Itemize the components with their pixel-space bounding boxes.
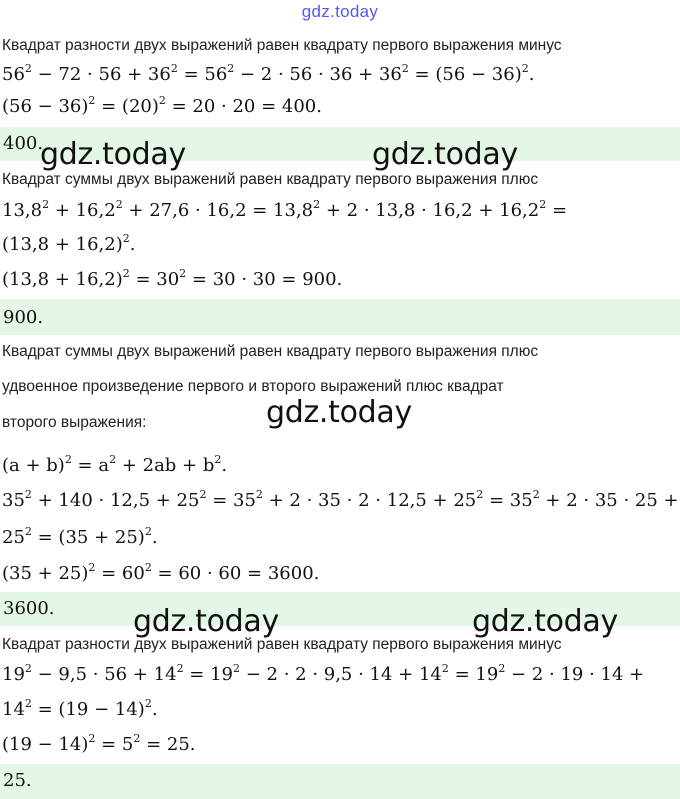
rule-text: второго выражения:	[2, 414, 147, 431]
rule-text: Квадрат разности двух выражений равен квадрату первого выражения минус	[2, 636, 562, 653]
math-line: $19^2 - 9,5 \cdot 56 + 14^2 = 19^2 - 2 \cdot 2 \cdot 9,5 \cdot 14 + 14^2 = 19^2 - 2 \cdot 19 \cdot 14$ +	[2, 662, 645, 685]
watermark: gdz.today	[472, 604, 618, 639]
math-line: $25^2 = (35 + 25)^2$.	[2, 525, 158, 548]
watermark: gdz.today	[372, 137, 518, 172]
math-line: $13,8^2 + 16,2^2 + 27,6 \cdot 16,2 = 13,8^2 + 2 \cdot 13,8 \cdot 16,2 + 16,2^2$ =	[2, 198, 568, 221]
rule-text: Квадрат суммы двух выражений равен квадрату первого выражения плюс	[2, 343, 539, 360]
math-line: $(a + b)^2 = a^2 + 2ab + b^2$.	[2, 453, 228, 476]
answer-band	[0, 764, 680, 799]
watermark: gdz.today	[40, 137, 186, 172]
rule-text: Квадрат разности двух выражений равен квадрату первого выражения минус	[2, 37, 562, 54]
math-line: $(56 - 36)^2 = (20)^2 = 20 \cdot 20 = 400$.	[2, 94, 322, 117]
math-line: $(13,8 + 16,2)^2 = 30^2 = 30 \cdot 30 = 900$.	[2, 267, 343, 290]
math-line: $(19 - 14)^2 = 5^2 = 25$.	[2, 732, 196, 755]
math-line: $35^2 + 140 \cdot 12,5 + 25^2 = 35^2 + 2 \cdot 35 \cdot 2 \cdot 12,5 + 25^2 = 35^2 + 2 \cdot 35 \cdot 25$ +	[2, 488, 679, 511]
math-line: $(35 + 25)^2 = 60^2 = 60 \cdot 60 = 3600$.	[2, 561, 320, 584]
header-watermark: gdz.today	[301, 2, 379, 21]
watermark: gdz.today	[266, 395, 412, 430]
rule-text: Квадрат суммы двух выражений равен квадрату первого выражения плюс	[2, 171, 539, 188]
rule-text: удвоенное произведение первого и второго выражений плюс квадрат	[2, 378, 504, 395]
math-line: $14^2 = (19 - 14)^2$.	[2, 697, 158, 720]
watermark: gdz.today	[133, 604, 279, 639]
answer: 25.	[3, 770, 32, 791]
math-line: $56^2 - 72 \cdot 56 + 36^2 = 56^2 - 2 \cdot 56 \cdot 36 + 36^2 = (56 - 36)^2$.	[2, 62, 535, 85]
answer-band	[0, 299, 680, 335]
answer: 400.	[3, 133, 44, 154]
answer: 3600.	[3, 598, 55, 619]
answer: 900.	[3, 307, 44, 328]
math-line: $(13,8 + 16,2)^2$.	[2, 232, 136, 255]
